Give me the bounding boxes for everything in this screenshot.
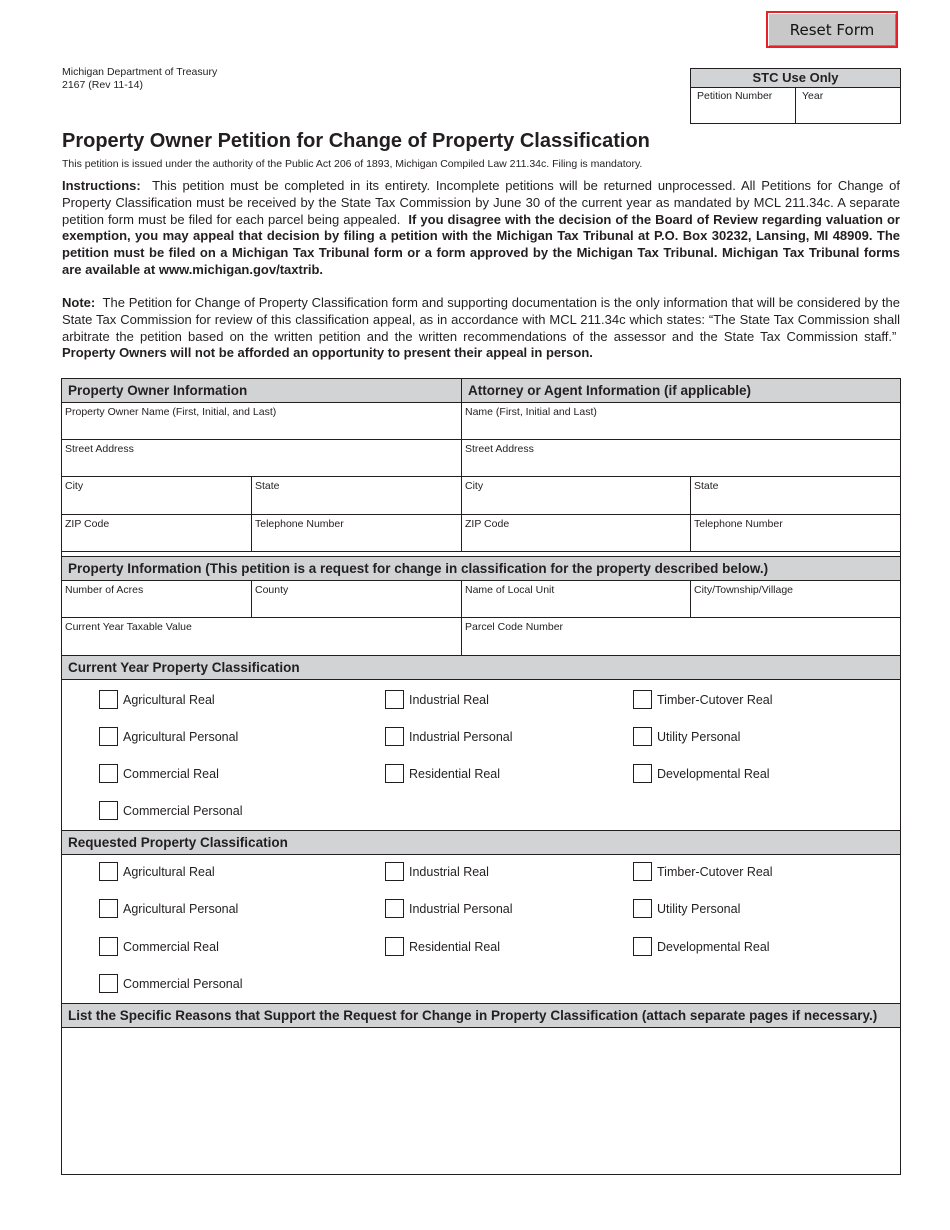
county-field[interactable]: County [252, 581, 462, 618]
current-classification-heading: Current Year Property Classification [62, 656, 900, 680]
owner-zip-field[interactable]: ZIP Code [62, 515, 252, 552]
owner-street-field[interactable]: Street Address [62, 440, 462, 477]
owner-phone-field[interactable]: Telephone Number [252, 515, 462, 552]
owner-state-field[interactable]: State [252, 477, 462, 515]
agent-street-field[interactable]: Street Address [462, 440, 900, 477]
owner-name-field[interactable]: Property Owner Name (First, Initial, and Last) [62, 403, 462, 440]
current-industrial-personal-checkbox[interactable]: Industrial Personal [385, 727, 513, 746]
requested-commercial-real-checkbox[interactable]: Commercial Real [99, 937, 219, 956]
acres-field[interactable]: Number of Acres [62, 581, 252, 618]
requested-commercial-personal-checkbox[interactable]: Commercial Personal [99, 974, 242, 993]
current-industrial-real-checkbox[interactable]: Industrial Real [385, 690, 489, 709]
stc-use-only-box [690, 68, 901, 124]
reasons-heading: List the Specific Reasons that Support the Request for Change in Property Classification (attach separate pages if necessary.) [62, 1003, 900, 1028]
note-paragraph [62, 295, 900, 362]
year-field: Year [802, 90, 824, 102]
current-residential-real-checkbox[interactable]: Residential Real [385, 764, 500, 783]
requested-agricultural-personal-checkbox[interactable]: Agricultural Personal [99, 899, 238, 918]
petition-number-field: Petition Number [691, 88, 796, 124]
taxable-value-field[interactable]: Current Year Taxable Value [62, 618, 462, 656]
current-commercial-real-checkbox[interactable]: Commercial Real [99, 764, 219, 783]
requested-utility-personal-checkbox[interactable]: Utility Personal [633, 899, 740, 918]
current-utility-personal-checkbox[interactable]: Utility Personal [633, 727, 740, 746]
current-agricultural-personal-checkbox[interactable]: Agricultural Personal [99, 727, 238, 746]
reset-form-button[interactable]: Reset Form [766, 11, 898, 48]
agent-zip-field[interactable]: ZIP Code [462, 515, 691, 552]
current-developmental-real-checkbox[interactable]: Developmental Real [633, 764, 770, 783]
property-info-heading: Property Information (This petition is a request for change in classification for the property described below.) [62, 556, 900, 581]
current-commercial-personal-checkbox[interactable]: Commercial Personal [99, 801, 242, 820]
agent-name-field[interactable]: Name (First, Initial and Last) [462, 403, 900, 440]
instructions-paragraph [62, 178, 900, 279]
agent-city-field[interactable]: City [462, 477, 691, 515]
agent-state-field[interactable]: State [691, 477, 900, 515]
requested-developmental-real-checkbox[interactable]: Developmental Real [633, 937, 770, 956]
note-label: Note: [62, 295, 96, 310]
form-number: 2167 (Rev 11-14) [62, 79, 143, 91]
reasons-textarea[interactable] [62, 1028, 900, 1174]
requested-industrial-personal-checkbox[interactable]: Industrial Personal [385, 899, 513, 918]
current-timber-cutover-real-checkbox[interactable]: Timber-Cutover Real [633, 690, 773, 709]
local-unit-field[interactable]: Name of Local Unit [462, 581, 691, 618]
page-title: Property Owner Petition for Change of Property Classification [62, 130, 650, 152]
requested-classification-heading: Requested Property Classification [62, 830, 900, 855]
stc-box-title: STC Use Only [691, 69, 900, 88]
agent-phone-field[interactable]: Telephone Number [691, 515, 900, 552]
instructions-bold-text: If you disagree with the decision of the Board of Review regarding valuation or exemption, you may appeal that decision by filing a petition with the Michigan Tax Tribunal at P.O. Box 30232, Lansing, MI 48909. The petition must be filed on a Michigan Tax Tribunal form or a form approved by the Michigan Tax Tribunal. Michigan Tax Tribunal forms are available at www.michigan.gov/taxtrib. [62, 211, 900, 277]
requested-agricultural-real-checkbox[interactable]: Agricultural Real [99, 862, 215, 881]
current-agricultural-real-checkbox[interactable]: Agricultural Real [99, 690, 215, 709]
note-bold-text: Property Owners will not be afforded an opportunity to present their appeal in person. [62, 345, 593, 361]
owner-city-field[interactable]: City [62, 477, 252, 515]
owner-info-heading: Property Owner Information [62, 379, 462, 403]
note-text: The Petition for Change of Property Classification form and supporting documentation is the only information that will be considered by the State Tax Commission for review of this classification appeal, as in accordance with MCL 211.34c which states: “The State Tax Commission shall arbitrate the petition based on the written petition and the written recommendations of the assessor and the State Tax Commission staff.” [62, 295, 900, 344]
department-name: Michigan Department of Treasury [62, 66, 218, 78]
requested-industrial-real-checkbox[interactable]: Industrial Real [385, 862, 489, 881]
parcel-code-field[interactable]: Parcel Code Number [462, 618, 900, 656]
city-township-village-field[interactable]: City/Township/Village [691, 581, 900, 618]
instructions-label: Instructions: [62, 178, 141, 193]
instructions-text: This petition must be completed in its entirety. Incomplete petitions will be returned unprocessed. All Petitions for Change of Property Classification must be received by the State Tax Commission by June 30 of the current year as mandated by MCL 211.34c. A separate petition form must be filed for each parcel being appealed. [62, 178, 900, 227]
requested-residential-real-checkbox[interactable]: Residential Real [385, 937, 500, 956]
agent-info-heading: Attorney or Agent Information (if applicable) [462, 379, 900, 403]
authority-statement: This petition is issued under the authority of the Public Act 206 of 1893, Michigan Compiled Law 211.34c. Filing is mandatory. [62, 158, 643, 170]
petition-form [61, 378, 901, 1175]
requested-timber-cutover-real-checkbox[interactable]: Timber-Cutover Real [633, 862, 773, 881]
